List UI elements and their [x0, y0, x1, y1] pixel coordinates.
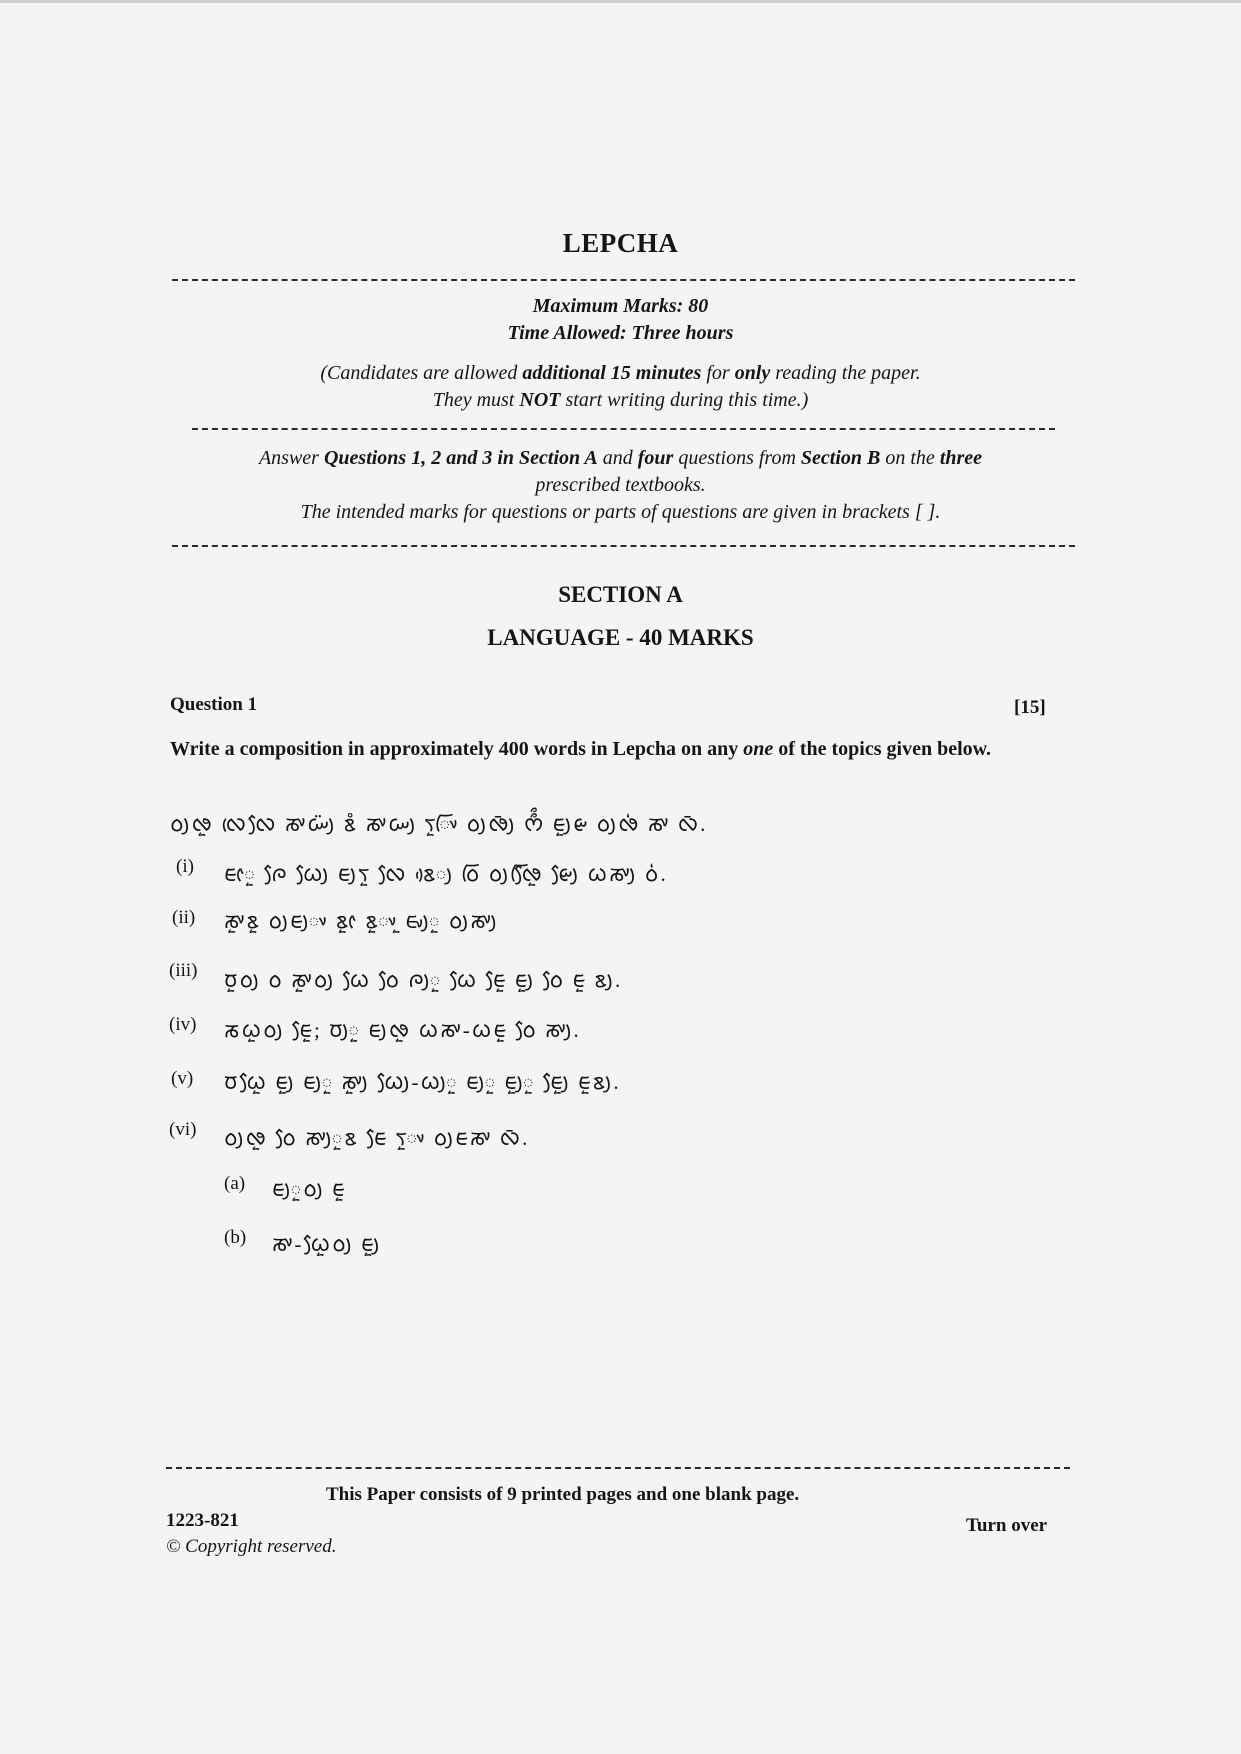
reading-note-emphasis: only [734, 362, 771, 384]
reading-note-text: for [701, 362, 735, 384]
instruction-emphasis: Questions 1, 2 and 3 in Section A [323, 447, 598, 469]
question-label: Question 1 [170, 694, 258, 715]
time-allowed: Time Allowed: Three hours [507, 322, 734, 344]
reading-note-line2 [0, 389, 1241, 412]
topic-number: (iii) [169, 960, 198, 981]
subtopic-text: ᰀᰪᰬᰓᰪ ᰀᰬ [272, 1177, 347, 1201]
subject-title: LEPCHA [562, 228, 679, 258]
copyright: © Copyright reserved. [166, 1536, 337, 1557]
reading-note-text: (Candidates are allowed [320, 362, 523, 384]
subtopic-number: (b) [224, 1227, 247, 1248]
instruction-text: questions from [673, 447, 801, 469]
max-marks: Maximum Marks: 80 [532, 295, 709, 317]
question-text-part: of the topics given below. [773, 738, 991, 760]
divider-bottom [172, 545, 1075, 547]
section-subtitle: LANGUAGE - 40 MARKS [487, 625, 754, 650]
divider-top [172, 279, 1075, 281]
topic-number: (iv) [169, 1014, 197, 1035]
paper-code: 1223-821 [166, 1510, 239, 1531]
instruction-text: and [597, 447, 638, 469]
topic-number: (i) [176, 856, 194, 877]
section-title: SECTION A [558, 582, 683, 607]
topic-text: ᰗᰃᰧᰬ ᰀᰬᰪ ᰀᰪᰬ ᰕᰤᰬᰪ ᰃᰧᰪ-ᰃᰪᰬ ᰀᰪᰬ ᰀᰬᰪᰬ ᰀᰧᰬᰪ ᰀᰬᰣᰪ. [224, 1070, 621, 1094]
reading-note-line1 [0, 362, 1241, 385]
instructions-line1 [0, 447, 1241, 470]
instruction-text: on the [880, 447, 940, 469]
instruction-text: Answer [258, 447, 324, 469]
lepcha-instruction: ᰓᰪᰒᰬ ᰜᰨᰜᰧ ᰕᰤᰠᰪᰮ ᰣᰱ ᰕᰤᰠᰪ ᰛᰬᰤᰩ ᰓᰪᰒᰪᰳ ᰔᰰᰰ ᰀᰬᰪᰡ ᰓᰪᰒᰭ ᰕᰤ ᰜᰳ. [170, 812, 708, 836]
divider-footer [166, 1467, 1070, 1469]
reading-note-emphasis: additional 15 minutes [522, 362, 702, 384]
instruction-emphasis: four [637, 447, 674, 469]
topic-text: ᰓᰪᰒᰬ ᰓᰧ ᰕᰤᰪᰬᰣ ᰀᰧ ᰛᰬᰤ ᰓᰪᰀᰕᰤ ᰜᰳ. [224, 1126, 530, 1150]
instruction-emphasis: three [939, 447, 983, 469]
pages-note: This Paper consists of 9 printed pages and one blank page. [326, 1484, 800, 1505]
reading-note-text: reading the paper. [770, 362, 921, 384]
topic-number: (v) [171, 1068, 194, 1089]
question-text-emphasis: one [743, 738, 774, 760]
divider-middle [192, 428, 1055, 430]
topic-text: ᰕᰤᰬᰣᰬ ᰓᰪᰀᰪᰤ ᰣᰬᰦ ᰣᰬᰤᰬ ᰀᰤᰪᰬ ᰓᰪᰕᰤᰪ [224, 909, 499, 933]
instructions-line3: The intended marks for questions or parts of questions are given in brackets [ ]. [300, 501, 941, 523]
question-text-part: Write a composition in approximately 400 words in Lepcha on any [170, 738, 744, 760]
instruction-emphasis: Section B [800, 447, 881, 469]
subtopic-number: (a) [224, 1173, 246, 1194]
reading-note-text: start writing during this time.) [560, 389, 809, 411]
topic-number: (ii) [172, 907, 196, 928]
turn-over: Turn over [966, 1515, 1048, 1536]
question-text [170, 738, 992, 761]
subtopic-text: ᰕᰤ-ᰃᰧᰬᰓᰪ ᰀᰬᰪ [272, 1232, 382, 1256]
reading-note-emphasis: NOT [519, 389, 561, 411]
topic-text: ᰕᰃᰬᰓᰪ ᰀᰧᰬ; ᰗᰪᰬ ᰀᰪᰒᰬ ᰃᰕᰤ-ᰃᰀᰬ ᰓᰧ ᰕᰤᰪ. [224, 1018, 581, 1042]
instructions-line2: prescribed textbooks. [535, 474, 706, 496]
question-marks: [15] [1014, 697, 1046, 718]
topic-text: ᰀᰦᰬ ᰍᰧ ᰃᰧᰪ ᰀᰪᰛᰬ ᰜᰧ ᰣᰴᰪ ᰓᰩ ᰓᰪᰒᰧᰩᰬ ᰡᰧᰪ ᰃᰕᰤᰪ ᰓᰭ. [224, 862, 668, 886]
topic-text: ᰗᰬᰓᰪ ᰓ ᰕᰤᰬᰓᰪ ᰃᰧ ᰓᰧ ᰍᰪᰬ ᰃᰧ ᰀᰧᰬ ᰀᰬᰪ ᰓᰧ ᰀᰬ ᰣᰪ. [224, 968, 623, 992]
topic-number: (vi) [169, 1119, 197, 1140]
reading-note-text: They must [432, 389, 520, 411]
scan-top-edge [0, 0, 1241, 3]
